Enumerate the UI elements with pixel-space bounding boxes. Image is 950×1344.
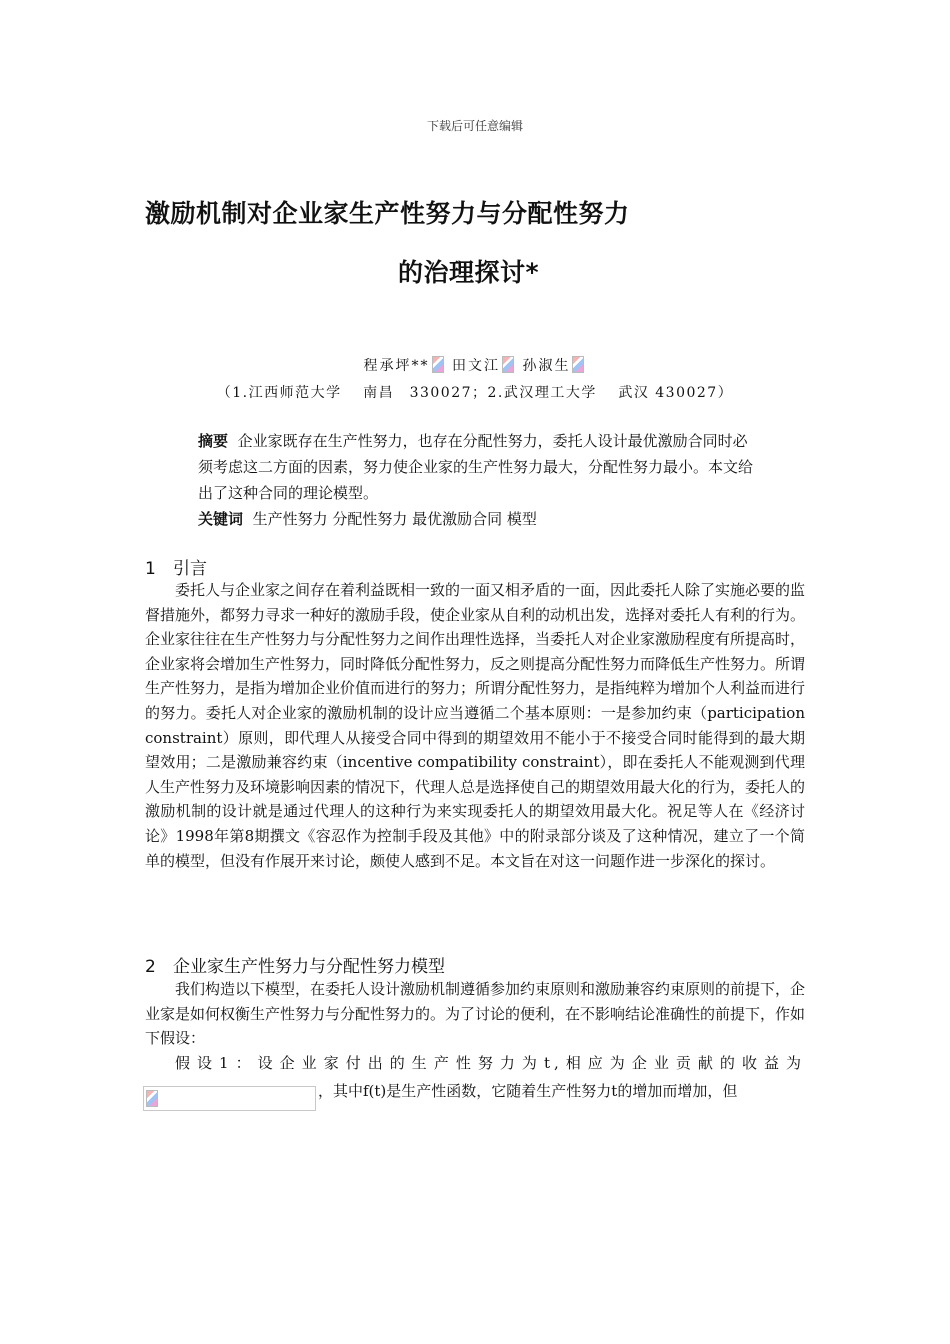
abstract-label: 摘要 bbox=[198, 432, 229, 450]
author-list bbox=[0, 355, 950, 375]
section-number: 1 bbox=[145, 559, 156, 579]
author-name: 田文江 bbox=[452, 358, 500, 374]
abstract bbox=[198, 428, 758, 532]
formula-image bbox=[143, 1086, 316, 1111]
section-2-paragraph: 我们构造以下模型，在委托人设计激励机制遵循参加约束原则和激励兼容约束原则的前提下，企业家是如何权衡生产性努力与分配性努力的。为了讨论的便利，在不影响结论准确性的前提下，作如下假设： bbox=[145, 980, 806, 1048]
broken-image-icon bbox=[572, 356, 584, 373]
title-line-1: 激励机制对企业家生产性努力与分配性努力 bbox=[145, 199, 630, 228]
section-heading-2 bbox=[145, 952, 445, 977]
title-line-2: 的治理探讨* bbox=[398, 258, 540, 287]
section-title: 企业家生产性努力与分配性努力模型 bbox=[173, 957, 445, 977]
section-number: 2 bbox=[145, 957, 156, 977]
affiliation: （1.江西师范大学 南昌 330027；2.武汉理工大学 武汉 430027） bbox=[216, 385, 734, 401]
broken-image-icon bbox=[146, 1090, 158, 1107]
abstract-text: 企业家既存在生产性努力，也存在分配性努力，委托人设计最优激励合同时必须考虑这二方面的因素，努力使企业家的生产性努力最大，分配性努力最小。本文给出了这种合同的理论模型。 bbox=[198, 432, 754, 502]
assumption-1: 假设1：设企业家付出的生产性努力为t,相应为企业贡献的收益为 bbox=[175, 1054, 805, 1072]
broken-image-icon bbox=[432, 356, 444, 373]
keywords-label: 关键词 bbox=[198, 510, 244, 528]
assumption-1-continued: ，其中f(t)是生产性函数，它随着生产性努力t的增加而增加，但 bbox=[318, 1082, 738, 1100]
keywords-text: 生产性努力 分配性努力 最优激励合同 模型 bbox=[252, 510, 537, 528]
section-1-paragraph: 委托人与企业家之间存在着利益既相一致的一面又相矛盾的一面，因此委托人除了实施必要的监督措施外，都努力寻求一种好的激励手段，使企业家从自利的动机出发，选择对委托人有利的行为。企业家往往在生产性努力与分配性努力之间作出理性选择，当委托人对企业家激励程度有所提高时，企业家将会增加生产性努力，同时降低分配性努力，反之则提高分配性努力而降低生产性努力。所谓生产性努力，是指为增加企业价值而进行的努力；所谓分配性努力，是指纯粹为增加个人利益而进行的努力。委托人对企业家的激励机制的设计应当遵循二个基本原则：一是参加约束（participation constraint）原则，即代理人从接受合同中得到的期望效用不能小于不接受合同时能得到的最大期望效用；二是激励兼容约束（incentive compatibility constraint），即在委托人不能观测到代理人生产性努力及环境影响因素的情况下，代理人总是选择使自己的期望效用最大化的行为，委托人的激励机制的设计就是通过代理人的这种行为来实现委托人的期望效用最大化。祝足等人在《经济讨论》1998年第8期撰文《容忍作为控制手段及其他》中的附录部分谈及了这种情况，建立了一个简单的模型，但没有作展开来讨论，颇使人感到不足。本文旨在对这一问题作进一步深化的探讨。 bbox=[145, 581, 806, 870]
header-note: 下载后可任意编辑 bbox=[426, 119, 523, 133]
section-title: 引言 bbox=[173, 559, 207, 579]
abstract-paragraph bbox=[198, 428, 758, 506]
author-name: 程承坪** bbox=[363, 358, 430, 374]
broken-image-icon bbox=[502, 356, 514, 373]
keywords-line bbox=[198, 506, 758, 532]
section-heading-1 bbox=[145, 554, 207, 579]
author-name: 孙淑生 bbox=[522, 358, 571, 374]
